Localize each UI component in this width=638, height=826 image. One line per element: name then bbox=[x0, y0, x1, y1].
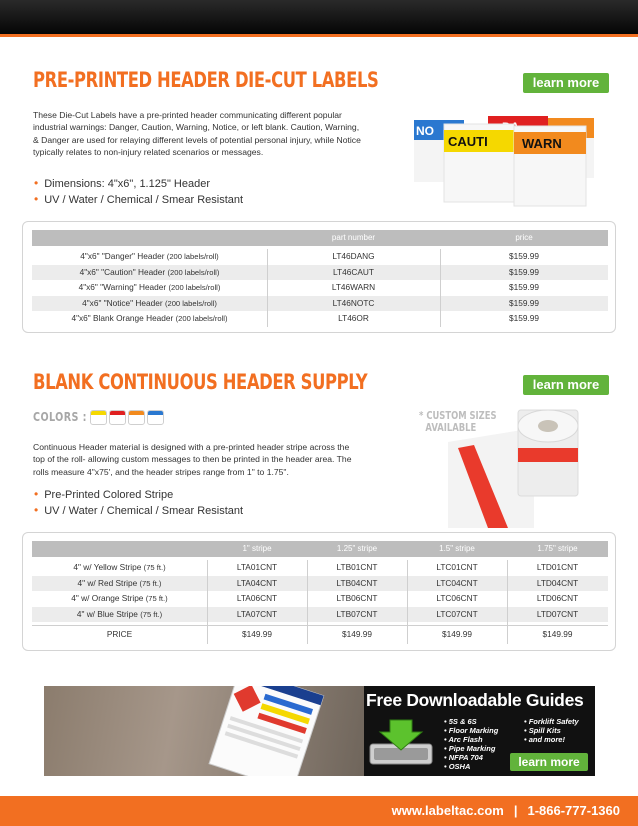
table-row: 4"x6" "Notice" Header (200 labels/roll) LT46NOTC $159.99 bbox=[32, 296, 608, 312]
banner-list-right bbox=[524, 717, 579, 744]
list-item: • NFPA 704 bbox=[444, 753, 498, 762]
table-row: 4"x6" "Warning" Header (200 labels/roll) LT46WARN $159.99 bbox=[78, 282, 539, 292]
table-header bbox=[32, 230, 608, 246]
roll-label-caution: CAUTI bbox=[448, 134, 488, 149]
section1-learn-more-button[interactable]: learn more bbox=[523, 73, 609, 93]
swatch-stripe bbox=[148, 411, 163, 415]
section1-bullets bbox=[34, 175, 243, 207]
custom-sizes-note: * CUSTOM SIZES AVAILABLE bbox=[419, 410, 497, 434]
list-item: • 5S & 6S bbox=[444, 717, 498, 726]
section2-table bbox=[22, 532, 616, 651]
safety-sheet-image bbox=[192, 686, 342, 776]
column-divider bbox=[307, 560, 308, 644]
column-divider bbox=[207, 560, 208, 644]
list-item: • Forklift Safety bbox=[524, 717, 579, 726]
footer-separator: | bbox=[513, 803, 518, 818]
table-header-cell: price bbox=[515, 233, 533, 242]
swatch-yellow bbox=[90, 410, 107, 425]
table-header-cell: 1.25" stripe bbox=[336, 544, 378, 553]
table-row: 4"x6" "Danger" Header (200 labels/roll) LT46DANG $159.99 bbox=[80, 251, 539, 261]
list-item: • Dimensions: 4"x6", 1.125" Header bbox=[34, 176, 211, 190]
column-divider bbox=[267, 249, 268, 327]
column-divider bbox=[507, 560, 508, 644]
swatch-orange bbox=[128, 410, 145, 425]
list-item: • Floor Marking bbox=[444, 726, 498, 735]
table-header-cell: part number bbox=[331, 233, 376, 242]
list-item: • UV / Water / Chemical / Smear Resistant bbox=[34, 192, 244, 206]
table-row: 4" w/ Orange Stripe (75 ft.) LTA06CNT LTB06CNT LTC06CNT LTD06CNT bbox=[71, 593, 579, 603]
row-divider bbox=[32, 625, 608, 626]
roll-label-warning: WARN bbox=[522, 136, 562, 151]
list-item: • Pipe Marking bbox=[444, 744, 498, 753]
table-row: 4" w/ Blue Stripe (75 ft.) LTA07CNT LTB07CNT LTC07CNT LTD07CNT bbox=[32, 607, 608, 623]
section2-description: Continuous Header material is designed with a pre-printed header stripe across the top of the roll- allowing custom messages to then be printed in the header area. The rolls measure 4"x75', and the header stripes range from 1" to 1.75". bbox=[33, 442, 352, 477]
column-divider bbox=[440, 249, 441, 327]
label-rolls-image bbox=[410, 112, 600, 212]
top-header-bar bbox=[0, 0, 638, 34]
section2-bullets bbox=[34, 486, 243, 518]
swatch-stripe bbox=[110, 411, 125, 415]
top-accent-line bbox=[0, 34, 638, 37]
list-item: • Arc Flash bbox=[444, 735, 498, 744]
bullet-icon: • bbox=[34, 487, 39, 501]
phone-number[interactable]: 1-866-777-1360 bbox=[527, 803, 620, 818]
download-drive-icon bbox=[366, 718, 436, 768]
table-row: 4" w/ Red Stripe (75 ft.) LTA04CNT LTB04CNT LTC04CNT LTD04CNT bbox=[32, 576, 608, 592]
swatch-stripe bbox=[129, 411, 144, 415]
section1-table bbox=[22, 221, 616, 333]
table-row: 4" w/ Yellow Stripe (75 ft.) LTA01CNT LTB01CNT LTC01CNT LTD01CNT bbox=[73, 562, 579, 572]
list-item: • and more! bbox=[524, 735, 579, 744]
banner-title: Free Downloadable Guides bbox=[366, 690, 584, 710]
list-item: • OSHA bbox=[444, 762, 498, 771]
bullet-icon: • bbox=[34, 176, 39, 190]
section2-learn-more-button[interactable]: learn more bbox=[523, 375, 609, 395]
section1-title: PRE-PRINTED HEADER DIE-CUT LABELS bbox=[33, 68, 379, 92]
banner-learn-more-button[interactable]: learn more bbox=[510, 753, 588, 771]
bullet-icon: • bbox=[34, 192, 39, 206]
swatch-stripe bbox=[91, 411, 106, 415]
swatch-blue bbox=[147, 410, 164, 425]
table-header-cell: 1.5" stripe bbox=[439, 544, 475, 553]
banner-list-left bbox=[444, 717, 498, 771]
list-item: • Spill Kits bbox=[524, 726, 579, 735]
table-header-cell: 1.75" stripe bbox=[537, 544, 578, 553]
table-row: 4"x6" "Caution" Header (200 labels/roll) LT46CAUT $159.99 bbox=[32, 265, 608, 281]
bullet-icon: • bbox=[34, 503, 39, 517]
list-item: • Pre-Printed Colored Stripe bbox=[34, 487, 174, 501]
colors-label: COLORS : bbox=[33, 410, 87, 424]
footer-bar bbox=[0, 796, 638, 826]
column-divider bbox=[407, 560, 408, 644]
table-row: 4"x6" Blank Orange Header (200 labels/roll) LT46OR $159.99 bbox=[71, 313, 539, 323]
table-header-cell: 1" stripe bbox=[242, 544, 272, 553]
continuous-roll-image bbox=[448, 408, 588, 530]
table-header bbox=[32, 541, 608, 557]
guides-banner[interactable] bbox=[44, 686, 595, 776]
list-item: • UV / Water / Chemical / Smear Resistant bbox=[34, 503, 244, 517]
section1-description: These Die-Cut Labels have a pre-printed header communicating different popular industrial warnings: Danger, Caution, Warning, Notice, or left blank. Caution, Warning, & Danger are used for relaying different levels of potential personal injury, while Notice typically relates to non-injury related scenarios or messages. bbox=[33, 110, 361, 158]
swatch-red bbox=[109, 410, 126, 425]
website-link[interactable]: www.labeltac.com bbox=[391, 803, 504, 818]
table-price-row: PRICE $149.99 $149.99 $149.99 $149.99 bbox=[106, 629, 573, 639]
section2-title: BLANK CONTINUOUS HEADER SUPPLY bbox=[33, 370, 368, 394]
roll-label-notice: NO bbox=[416, 124, 434, 138]
